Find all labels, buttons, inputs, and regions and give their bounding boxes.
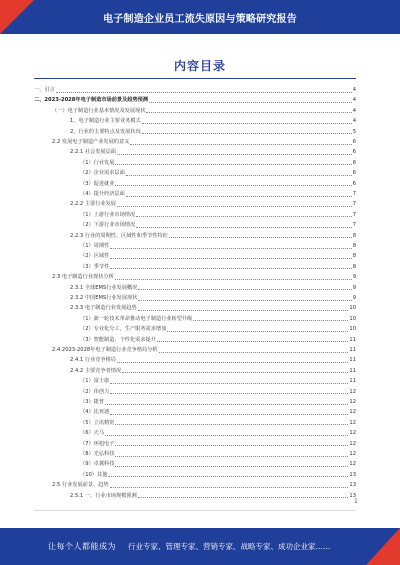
toc-entry-label: 2.4 2023-2028年电子制造行业竞争格局分析 xyxy=(52,347,158,353)
toc-entry-page: 5 xyxy=(352,128,356,135)
toc-entry[interactable] xyxy=(70,367,356,375)
toc-entry-label: （7）环旭电子 xyxy=(80,440,115,447)
toc-entry[interactable] xyxy=(70,294,356,302)
toc-entry-page: 8 xyxy=(352,263,356,270)
toc-entry-label: （1）新一轮技术革命推动电子制造行业转型升级 xyxy=(80,315,193,322)
toc-entry-page: 6 xyxy=(352,170,356,177)
toc-entry-page: 12 xyxy=(349,399,356,405)
toc-entry[interactable] xyxy=(80,471,356,479)
toc-entry-page: 12 xyxy=(349,388,356,395)
toc-entry[interactable] xyxy=(80,169,356,177)
toc-entry[interactable] xyxy=(52,346,356,354)
toc-entry-page: 7 xyxy=(352,211,356,218)
toc-leader-dots xyxy=(115,445,348,446)
toc-entry-page: 4 xyxy=(352,97,356,104)
toc-leader-dots xyxy=(115,456,348,457)
toc-leader-dots xyxy=(110,414,348,415)
toc-entry-label: （9）卓翼科技 xyxy=(80,461,115,468)
toc-leader-dots xyxy=(105,404,348,405)
toc-entry[interactable] xyxy=(80,336,356,344)
toc-entry-page: 9 xyxy=(352,295,356,301)
toc-entry-label: 2.3 电子制造行业现状分析 xyxy=(52,274,114,281)
toc-leader-dots xyxy=(193,320,348,321)
toc-entry-label: 2.4.1 行业竞争格局 xyxy=(70,357,116,364)
toc-leader-dots xyxy=(110,258,351,259)
toc-entry[interactable] xyxy=(80,388,356,396)
toc-entry[interactable] xyxy=(80,263,356,271)
toc-entry-page: 12 xyxy=(349,419,356,426)
toc-entry[interactable] xyxy=(80,408,356,416)
toc-entry-page: 12 xyxy=(349,430,356,437)
toc-entry[interactable] xyxy=(80,159,356,167)
toc-entry-page: 4 xyxy=(352,118,356,125)
toc-leader-dots xyxy=(138,289,351,290)
toc-entry-label: （1）周期性 xyxy=(80,243,110,249)
toc-entry-page: 6 xyxy=(352,159,356,166)
toc-entry-page: 7 xyxy=(352,201,356,208)
toc-entry-label: 2.4.2 主要竞争者情况 xyxy=(70,367,122,374)
toc-entry[interactable] xyxy=(34,86,356,94)
toc-entry-label: 2.5.1 一、行业市场规模预测 xyxy=(70,492,137,499)
toc-leader-dots xyxy=(105,435,348,436)
toc-leader-dots xyxy=(126,196,352,197)
toc-leader-dots xyxy=(126,175,352,176)
toc-entry-page: 12 xyxy=(349,440,356,447)
toc-leader-dots xyxy=(169,237,352,238)
toc-entry-page: 11 xyxy=(349,367,356,374)
toc-leader-dots xyxy=(142,133,352,134)
toc-entry-page: 13 xyxy=(349,482,356,489)
toc-leader-dots xyxy=(138,497,349,498)
toc-entry-label: （6）天马 xyxy=(80,430,105,437)
toc-entry[interactable] xyxy=(52,107,356,115)
toc-entry-page: 6 xyxy=(352,180,356,187)
toc-entry-label: 二、2023-2028年电子制造市场前景及趋势预测 xyxy=(34,97,149,104)
toc-entry-page: 6 xyxy=(352,139,356,145)
toc-entry-label: （2）专业化分工，生产服务需求增加 xyxy=(80,326,167,333)
toc-leader-dots xyxy=(136,216,352,217)
title-divider xyxy=(34,78,356,79)
toc-entry-page: 13 xyxy=(349,471,356,478)
toc-entry-label: 2、行业的主要特点及发展状况 xyxy=(70,128,141,135)
toc-leader-dots xyxy=(159,352,349,353)
toc-entry-label: （1）上游行业市场情况 xyxy=(80,211,136,218)
toc-entry-page: 12 xyxy=(349,451,356,457)
toc-leader-dots xyxy=(108,476,348,477)
toc-entry-label: （2）下游行业市场情况 xyxy=(80,222,136,229)
toc-entry[interactable] xyxy=(70,492,356,500)
toc-entry-page: 9 xyxy=(352,274,356,281)
toc-leader-dots xyxy=(115,164,351,165)
toc-entry-label: 2.3.3 电子制造行业发展趋势 xyxy=(70,305,137,312)
toc-entry-page: 8 xyxy=(352,232,356,239)
toc-title: 内容目录 xyxy=(173,59,226,73)
toc-entry[interactable] xyxy=(70,148,356,156)
toc-entry-page: 7 xyxy=(352,222,356,229)
toc-entry-page: 9 xyxy=(352,284,356,291)
toc-entry-page: 12 xyxy=(349,461,356,468)
toc-leader-dots xyxy=(157,341,348,342)
toc-entry-label: （4）提升经济层面 xyxy=(80,191,125,197)
toc-entry[interactable] xyxy=(70,304,356,312)
toc-leader-dots xyxy=(110,393,348,394)
toc-leader-dots xyxy=(110,383,348,384)
toc-entry-page: 13 xyxy=(349,492,356,499)
toc-entry-page: 7 xyxy=(352,191,356,197)
toc-entry[interactable] xyxy=(52,138,356,146)
toc-entry-label: （4）比亚迪 xyxy=(80,409,110,416)
toc-entry-page: 10 xyxy=(349,305,356,312)
toc-entry-page: 8 xyxy=(352,253,356,260)
toc-entry-page: 10 xyxy=(349,315,356,322)
toc-leader-dots xyxy=(110,268,351,269)
toc-leader-dots xyxy=(138,300,351,301)
toc-entry-label: （2）伟创力 xyxy=(80,388,110,395)
toc-entry-page: 11 xyxy=(349,378,356,385)
toc-entry[interactable] xyxy=(70,117,356,125)
toc-entry-page: 11 xyxy=(349,347,356,353)
footer-roles: 行业专家、管理专家、营销专家、战略专家、成功企业家…… xyxy=(128,542,331,551)
toc-leader-dots xyxy=(115,185,351,186)
toc-leader-dots xyxy=(110,248,351,249)
toc-entry-page: 6 xyxy=(352,149,356,156)
toc-entry-label: 2.3.1 全球EMS行业发展概况 xyxy=(70,284,138,291)
toc-leader-dots xyxy=(117,206,352,207)
toc-entry-page: 10 xyxy=(349,326,356,333)
toc-entry[interactable] xyxy=(80,398,356,406)
toc-entry-label: （1）富士康 xyxy=(80,378,110,385)
toc-leader-dots xyxy=(142,123,352,124)
footer-red-corner xyxy=(366,528,400,565)
toc-entry-page: 8 xyxy=(352,243,356,249)
toc-entry-label: （3）捷普 xyxy=(80,399,105,405)
toc-entry-label: （一）电子制造行业基本情况及发展现状 xyxy=(52,107,146,114)
toc-leader-dots xyxy=(110,487,349,488)
toc-entry[interactable] xyxy=(52,481,356,489)
toc-entry-label: （1）行业发展 xyxy=(80,159,115,166)
toc-entry-page: 11 xyxy=(349,357,356,364)
toc-entry[interactable] xyxy=(80,252,356,260)
toc-entry-label: 2.2.2 主要行业发展 xyxy=(70,201,116,208)
toc-entry[interactable] xyxy=(80,180,356,188)
toc-entry[interactable] xyxy=(80,190,356,198)
toc-entry-page: 4 xyxy=(352,87,356,93)
toc-entry[interactable] xyxy=(80,211,356,219)
toc-entry-label: （3）智能制造，个性化需求提升 xyxy=(80,336,156,343)
toc-entry-label: 2.5 行业发展前景、趋势 xyxy=(52,482,109,489)
toc-entry[interactable] xyxy=(70,128,356,136)
toc-leader-dots xyxy=(56,92,352,93)
page-marker: 1 xyxy=(354,498,358,505)
toc-entry-label: （10）其他 xyxy=(80,471,108,478)
toc-entry[interactable] xyxy=(80,440,356,448)
toc-entry[interactable] xyxy=(34,96,356,104)
toc-entry-label: 2.2.3 行业的周期性、区域性和季节性特征 xyxy=(70,232,168,239)
footer-slogan: 让每个人都能成为 xyxy=(48,542,116,551)
toc-leader-dots xyxy=(115,424,348,425)
toc-leader-dots xyxy=(122,372,348,373)
toc-entry[interactable] xyxy=(70,200,356,208)
toc-entry-label: 2.2.1 社会发展层面 xyxy=(70,149,116,156)
toc-leader-dots xyxy=(136,227,352,228)
bottom-divider xyxy=(34,510,356,511)
toc-entry-page: 11 xyxy=(349,336,356,343)
toc-leader-dots xyxy=(167,331,348,332)
toc-entry[interactable] xyxy=(80,325,356,333)
toc-entry[interactable] xyxy=(80,377,356,385)
toc-entry[interactable] xyxy=(80,460,356,468)
toc-entry-page: 12 xyxy=(349,409,356,416)
header-banner xyxy=(0,0,400,34)
toc-entry[interactable] xyxy=(70,356,356,364)
toc-entry-label: （2）区域性 xyxy=(80,253,110,260)
toc-entry-label: （8）光弘科技 xyxy=(80,451,115,457)
toc-entry[interactable] xyxy=(80,221,356,229)
footer-banner xyxy=(0,528,400,565)
toc-entry[interactable] xyxy=(80,242,356,250)
toc-entry-page: 4 xyxy=(352,107,356,114)
toc-leader-dots xyxy=(149,102,352,103)
toc-entry-label: （3）季节性 xyxy=(80,263,110,270)
toc-leader-dots xyxy=(146,112,351,113)
toc-leader-dots xyxy=(130,144,351,145)
toc-leader-dots xyxy=(117,154,352,155)
toc-entry[interactable] xyxy=(80,429,356,437)
toc-entry[interactable] xyxy=(80,419,356,427)
toc-entry[interactable] xyxy=(70,284,356,292)
toc-entry-label: 1、电子制造行业主要业务模式 xyxy=(70,118,141,125)
toc-leader-dots xyxy=(115,279,352,280)
toc-leader-dots xyxy=(138,310,349,311)
toc-entry[interactable] xyxy=(80,315,356,323)
toc-entry-label: （2）企业需求层面 xyxy=(80,170,125,177)
toc-leader-dots xyxy=(117,362,348,363)
toc-entry-label: 一、引言 xyxy=(34,87,55,93)
toc-entry-label: （3）促进就业 xyxy=(80,180,115,187)
toc-leader-dots xyxy=(115,466,348,467)
report-title: 电子制造企业员工流失原因与策略研究报告 xyxy=(103,14,297,25)
toc-entry[interactable] xyxy=(80,450,356,458)
toc-entry-label: 2.3.2 中国EMS行业发展现状 xyxy=(70,295,138,301)
toc-entry[interactable] xyxy=(52,273,356,281)
toc-entry-label: （5）立讯精密 xyxy=(80,419,115,426)
toc-entry-label: 2.2 发展电子制造产业发展的意义 xyxy=(52,139,130,145)
toc-entry[interactable] xyxy=(70,232,356,240)
